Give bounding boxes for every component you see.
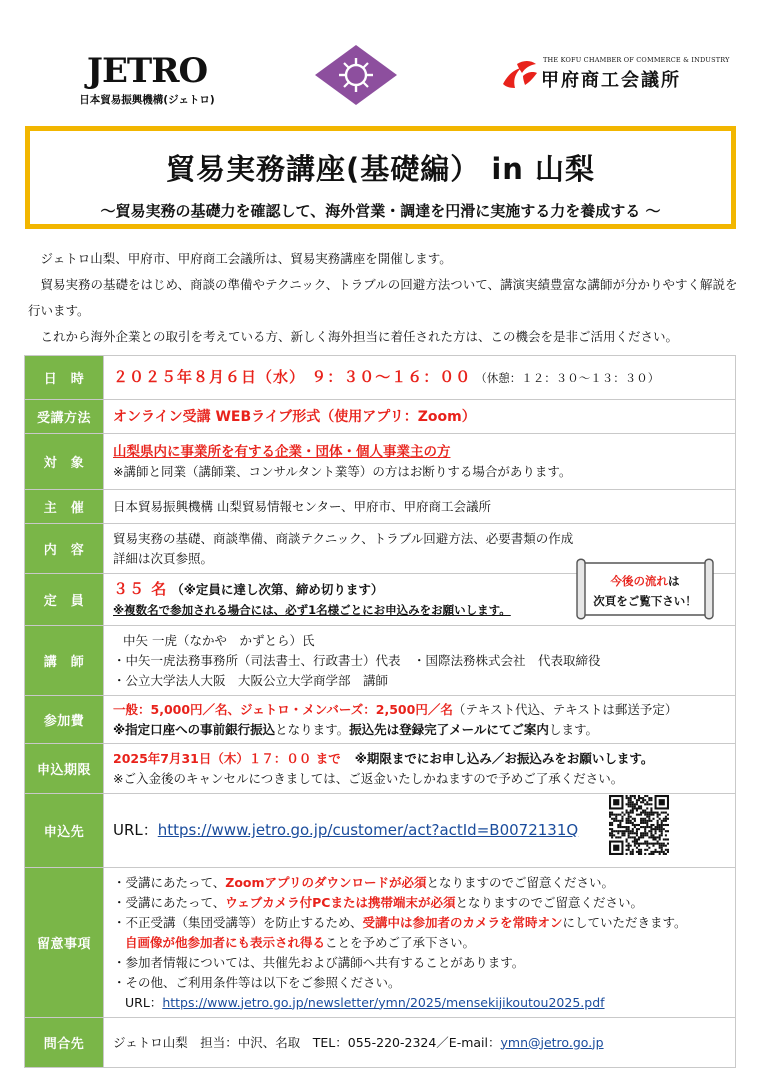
label-fee: 参加費 (25, 696, 104, 744)
lecturer-name: 中矢 一虎（なかや かずとら）氏 (123, 632, 315, 648)
fee-payment-d: します。 (548, 721, 598, 737)
lecturer-affiliation-2: ・公立大学法人大阪 大阪公立大学商学部 講師 (113, 672, 389, 688)
fee-price-note: （テキスト代込、テキストは郵送予定） (452, 701, 678, 717)
row-datetime (25, 356, 736, 400)
label-lecturer: 講 師 (25, 626, 104, 696)
deadline-date: 2025年7月31日（木）１７：００ まで (113, 750, 341, 766)
next-page-scroll-note (573, 555, 717, 623)
jetro-logo: JETRO (86, 51, 208, 91)
qr-code-icon[interactable] (609, 795, 669, 855)
label-organizer: 主 催 (25, 490, 104, 524)
apply-url-prefix: URL： (113, 821, 158, 839)
label-apply: 申込先 (25, 794, 104, 868)
note-1a: ・受講にあたって、 (113, 874, 226, 890)
note-1c: となりますのでご留意ください。 (426, 874, 615, 890)
row-fee (25, 696, 736, 744)
jetro-subtitle: 日本貿易振興機構(ジェトロ) (79, 94, 215, 106)
capacity-count: ３５ 名 (113, 580, 168, 598)
intro-text (28, 246, 738, 350)
organizer-value: 日本貿易振興機構 山梨貿易情報センター、甲府市、甲府商工会議所 (104, 490, 736, 524)
note-2c: となりますのでご留意ください。 (455, 894, 643, 910)
format-value: オンライン受講 WEBライブ形式（使用アプリ：Zoom） (113, 408, 476, 425)
row-organizer (25, 490, 736, 524)
fee-payment-a: ※指定口座への事前銀行振込 (113, 721, 276, 737)
row-format (25, 400, 736, 434)
apply-url-link[interactable]: https://www.jetro.go.jp/customer/act?actId=B0072131Q (157, 821, 579, 839)
target-value: 山梨県内に事業所を有する企業・団体・個人事業主の方 (113, 443, 451, 460)
label-notes: 留意事項 (25, 868, 104, 1018)
row-notes (25, 868, 736, 1018)
break-time: （休憩：１２：３０～１３：３０） (475, 371, 660, 385)
kofu-chamber-english: THE KOFU CHAMBER OF COMMERCE & INDUSTRY (543, 56, 730, 64)
scroll-note-line2: 次頁をご覧下さい！ (593, 594, 697, 608)
header (0, 0, 760, 125)
capacity-note: ※複数名で参加される場合には、必ず1名様ごとにお申込みをお願いします。 (113, 603, 511, 617)
row-target (25, 434, 736, 490)
deadline-cancel-note: ※ご入金後のキャンセルにつきましては、ご返金いたしかねますので予めご了承ください。 (113, 770, 624, 786)
kofu-city-emblem-icon (314, 44, 398, 106)
note-3b: 受講中は参加者のカメラを常時オン (362, 914, 563, 930)
label-capacity: 定 員 (25, 574, 104, 626)
fee-payment-c: 振込先は登録完了メールにてご案内 (349, 721, 549, 737)
kofu-chamber-logo (499, 56, 730, 92)
content-line-1: 貿易実務の基礎、商談準備、商談テクニック、トラブル回避方法、必要書類の作成 (113, 530, 574, 546)
label-target: 対 象 (25, 434, 104, 490)
label-datetime: 日 時 (25, 356, 104, 400)
kofu-chamber-mark-icon (499, 58, 539, 90)
note-3c: にしていただきます。 (562, 914, 687, 930)
label-format: 受講方法 (25, 400, 104, 434)
note-5: ・参加者情報については、共催先および講師へ共有することがあります。 (113, 954, 525, 970)
title-box (25, 126, 736, 229)
note-1b: Zoomアプリのダウンロードが必須 (225, 874, 427, 890)
info-table (24, 355, 736, 1068)
row-lecturer (25, 626, 736, 696)
row-deadline (25, 744, 736, 794)
note-2b: ウェブカメラ付PCまたは携帯端末が必須 (225, 894, 456, 910)
note-3a: ・不正受講（集団受講等）を防止するため、 (113, 914, 363, 930)
note-6: ・その他、ご利用条件等は以下をご参照ください。 (113, 974, 401, 990)
target-note: ※講師と同業（講師業、コンサルタント業等）の方はお断りする場合があります。 (113, 463, 572, 479)
page-title: 貿易実務講座(基礎編） in 山梨 (165, 152, 596, 186)
intro-paragraph-2: 貿易実務の基礎をはじめ、商談の準備やテクニック、トラブルの回避方法ついて、講演実績豊富な講師が分かりやすく解説を行います。 (28, 277, 738, 318)
event-datetime: ２０２５年８月６日（水） ９：３０～１６：００ (113, 368, 472, 386)
deadline-note: ※期限までにお申し込み／お振込みをお願いします。 (354, 750, 654, 766)
content-line-2: 詳細は次頁参照。 (113, 550, 214, 566)
page-subtitle: ～貿易実務の基礎力を確認して、海外営業・調達を円滑に実施する力を養成する ～ (100, 202, 661, 220)
row-contact (25, 1018, 736, 1068)
scroll-note-rest: は (668, 574, 680, 588)
note-4b: ことを予めご了承下さい。 (325, 934, 476, 950)
fee-price: 一般：5,000円／名、ジェトロ・メンバーズ：2,500円／名 (113, 701, 453, 717)
kofu-chamber-japanese: 甲府商工会議所 (541, 70, 681, 91)
note-2a: ・受講にあたって、 (113, 894, 226, 910)
lecturer-affiliation-1: ・中矢一虎法務事務所（司法書士、行政書士）代表 ・国際法務株式会社 代表取締役 (113, 652, 601, 668)
contact-email-link[interactable]: ymn@jetro.go.jp (500, 1034, 604, 1050)
intro-paragraph-3: これから海外企業との取引を考えている方、新しく海外担当に着任された方は、この機会を是非ご活用ください。 (40, 329, 679, 344)
label-deadline: 申込期限 (25, 744, 104, 794)
notes-url-link[interactable]: https://www.jetro.go.jp/newsletter/ymn/2025/mensekijikoutou2025.pdf (162, 994, 605, 1010)
notes-url-prefix: URL： (125, 994, 163, 1010)
label-content: 内 容 (25, 524, 104, 574)
note-4a: 自画像が他参加者にも表示され得る (125, 934, 326, 950)
intro-paragraph-1: ジェトロ山梨、甲府市、甲府商工会議所は、貿易実務講座を開催します。 (40, 251, 452, 266)
scroll-note-red: 今後の流れ (610, 574, 668, 588)
fee-payment-b: となります。 (275, 721, 350, 737)
capacity-count-note: （※定員に達し次第、締め切ります） (171, 582, 384, 597)
jetro-logo-block (72, 52, 222, 107)
label-contact: 問合先 (25, 1018, 104, 1068)
contact-text: ジェトロ山梨 担当：中沢、名取 TEL：055-220-2324／E-mail： (113, 1034, 501, 1050)
